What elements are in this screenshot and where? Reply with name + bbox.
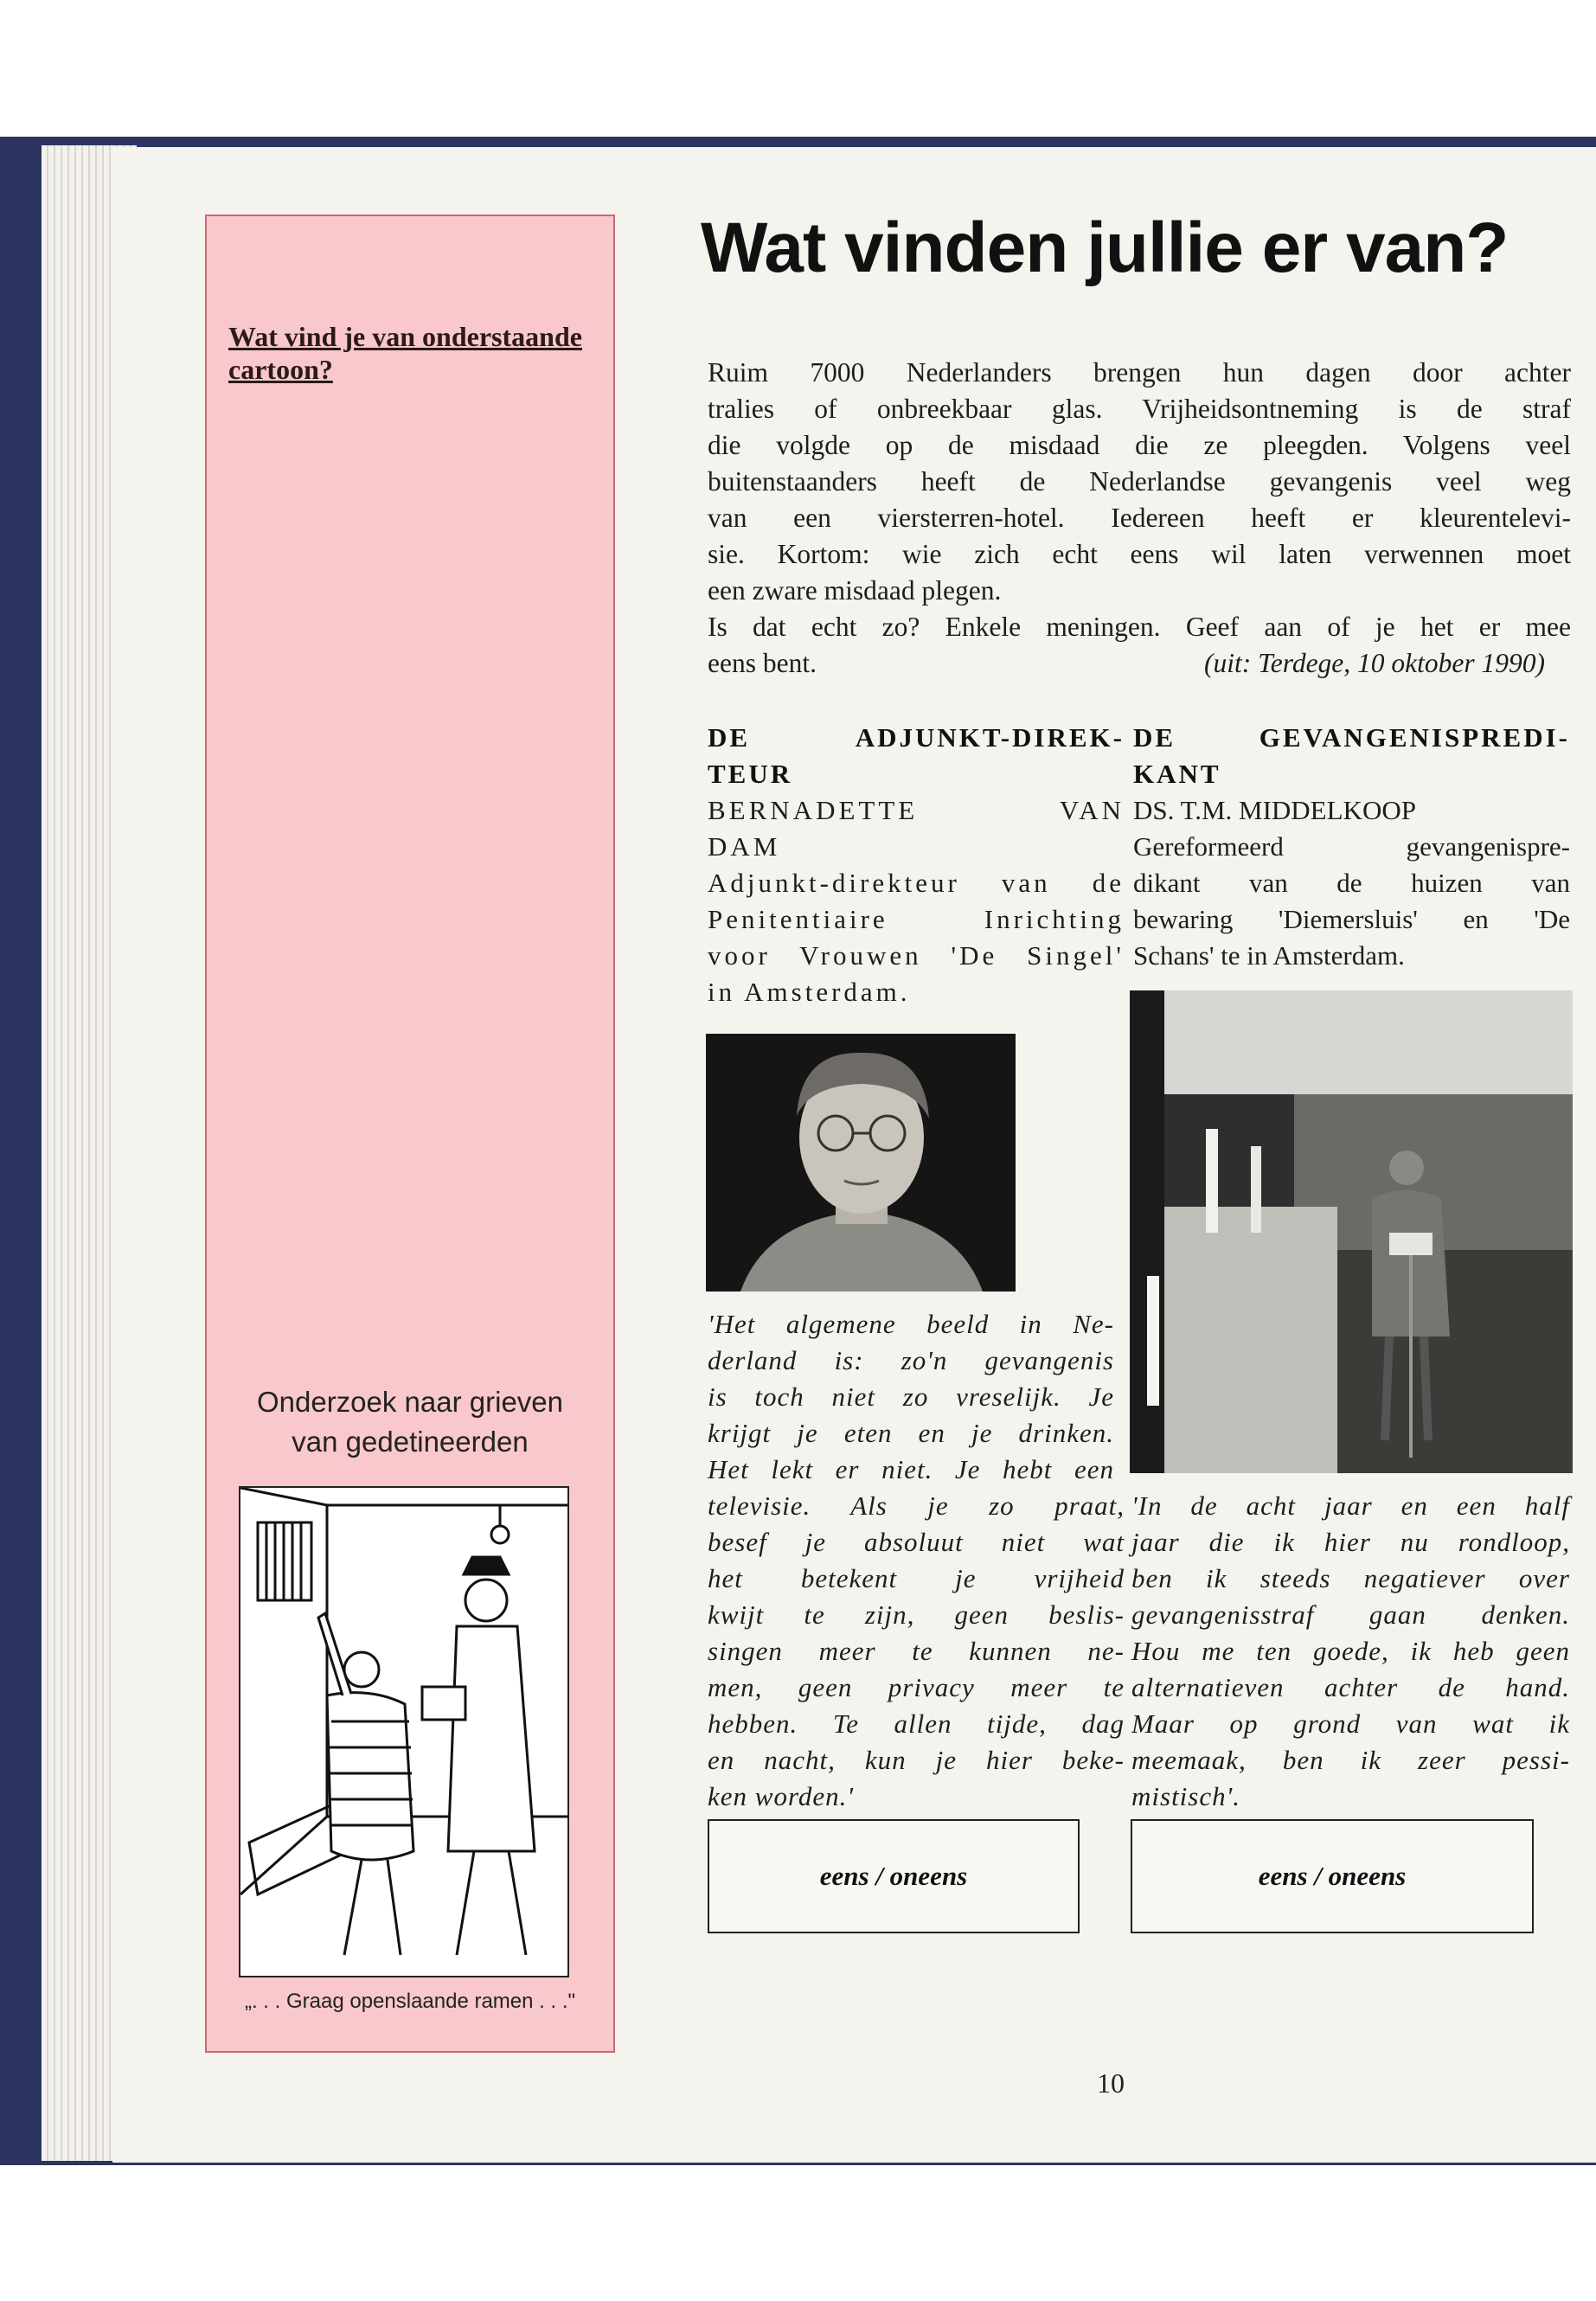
prison-cartoon-illustration: [240, 1488, 567, 1976]
left-desc-line: Adjunkt-direkteur van de: [708, 868, 1125, 898]
intro-last-text: eens bent.: [708, 648, 817, 678]
chaplain-church-illustration: [1130, 990, 1573, 1473]
quote-line: krijgt je eten en je drinken.: [708, 1418, 1114, 1448]
quote-line: gevangenisstraf gaan denken.: [1131, 1599, 1570, 1630]
quote-line: meemaak, ben ik zeer pessi-: [1131, 1745, 1570, 1775]
intro-last-line: [708, 645, 1571, 682]
right-role-line: KANT: [1133, 759, 1221, 789]
page-number: 10: [1097, 2067, 1125, 2099]
quote-line: ken worden.': [708, 1781, 854, 1811]
quote-line: alternatieven achter de hand.: [1131, 1672, 1570, 1702]
right-column-header: [1133, 720, 1570, 974]
right-desc-line: Schans' te in Amsterdam.: [1133, 940, 1405, 971]
left-desc-line: voor Vrouwen 'De Singel': [708, 940, 1125, 971]
quote-line: Hou me ten goede, ik heb geen: [1131, 1636, 1570, 1666]
intro-line: Ruim 7000 Nederlanders brengen hun dagen door achter: [708, 357, 1571, 388]
quote-line: men, geen privacy meer te: [708, 1672, 1125, 1702]
left-quote-bottom: [708, 1488, 1125, 1815]
portrait-photo: [706, 1034, 1016, 1292]
intro-line: van een viersterren-hotel. Iedereen heeft er kleurentelevi-: [708, 503, 1571, 533]
left-name-line: DAM: [708, 831, 781, 862]
cartoon-title: Onderzoek naar grieven van gedetineerden: [256, 1386, 564, 1458]
quote-line: derland is: zo'n gevangenis: [708, 1345, 1114, 1375]
quote-line: mistisch'.: [1131, 1781, 1240, 1811]
left-desc-line: Penitentiaire Inrichting: [708, 904, 1125, 934]
right-name: DS. T.M. MIDDELKOOP: [1133, 795, 1416, 825]
quote-line: Maar op grond van wat ik: [1131, 1708, 1570, 1739]
right-desc-line: Gereformeerd gevangenispre-: [1133, 831, 1570, 862]
right-desc-line: dikant van de huizen van: [1133, 868, 1570, 898]
intro-line: buitenstaanders heeft de Nederlandse gevangenis veel weg: [708, 466, 1571, 497]
left-name-line: BERNADETTE VAN: [708, 795, 1125, 825]
cartoon-image: [239, 1486, 569, 1977]
article-title: Wat vinden jullie er van?: [701, 208, 1509, 287]
left-role-line: TEUR: [708, 759, 793, 789]
source-citation: (uit: Terdege, 10 oktober 1990): [1204, 648, 1545, 678]
quote-line: besef je absoluut niet wat: [708, 1527, 1125, 1557]
intro-line: tralies of onbreekbaar glas. Vrijheidsontneming is de straf: [708, 394, 1571, 424]
quote-line: kwijt te zijn, geen beslis-: [708, 1599, 1125, 1630]
vote-box-right[interactable]: eens / oneens: [1131, 1819, 1534, 1933]
left-column-header: [708, 720, 1125, 1010]
quote-line: televisie. Als je zo praat,: [708, 1490, 1125, 1521]
quote-line: hebben. Te allen tijde, dag: [708, 1708, 1125, 1739]
quote-line: het betekent je vrijheid: [708, 1563, 1125, 1593]
quote-line: ben ik steeds negatiever over: [1131, 1563, 1570, 1593]
quote-line: 'In de acht jaar en een half: [1131, 1490, 1570, 1521]
quote-line: is toch niet zo vreselijk. Je: [708, 1381, 1114, 1412]
intro-line: die volgde op de misdaad die ze pleegden. Volgens veel: [708, 430, 1571, 460]
intro-question: Is dat echt zo? Enkele meningen. Geef aan of je het er mee: [708, 612, 1571, 642]
right-quote: [1131, 1488, 1570, 1815]
right-desc-line: bewaring 'Diemersluis' en 'De: [1133, 904, 1570, 934]
right-role-line: DE GEVANGENISPREDI-: [1133, 722, 1570, 753]
quote-line: Het lekt er niet. Je hebt een: [708, 1454, 1114, 1484]
quote-line: singen meer te kunnen ne-: [708, 1636, 1125, 1666]
left-quote-top: [708, 1306, 1114, 1488]
vote-box-left[interactable]: eens / oneens: [708, 1819, 1080, 1933]
chaplain-photo: [1130, 990, 1573, 1473]
quote-line: en nacht, kun je hier beke-: [708, 1745, 1125, 1775]
portrait-woman-illustration: [706, 1034, 1016, 1292]
cartoon-caption: „. . . Graag openslaande ramen . . .": [244, 1990, 576, 2013]
intro-paragraph: [708, 355, 1571, 573]
intro-line: sie. Kortom: wie zich echt eens wil laten verwennen moet: [708, 539, 1571, 569]
intro-line: een zware misdaad plegen.: [708, 575, 1002, 606]
sidebar-question: Wat vind je van onderstaande cartoon?: [228, 321, 582, 385]
left-desc-line: in Amsterdam.: [708, 977, 911, 1007]
quote-line: jaar die ik hier nu rondloop,: [1131, 1527, 1570, 1557]
left-role-line: DE ADJUNKT-DIREK-: [708, 722, 1125, 753]
quote-line: 'Het algemene beeld in Ne-: [708, 1309, 1114, 1339]
